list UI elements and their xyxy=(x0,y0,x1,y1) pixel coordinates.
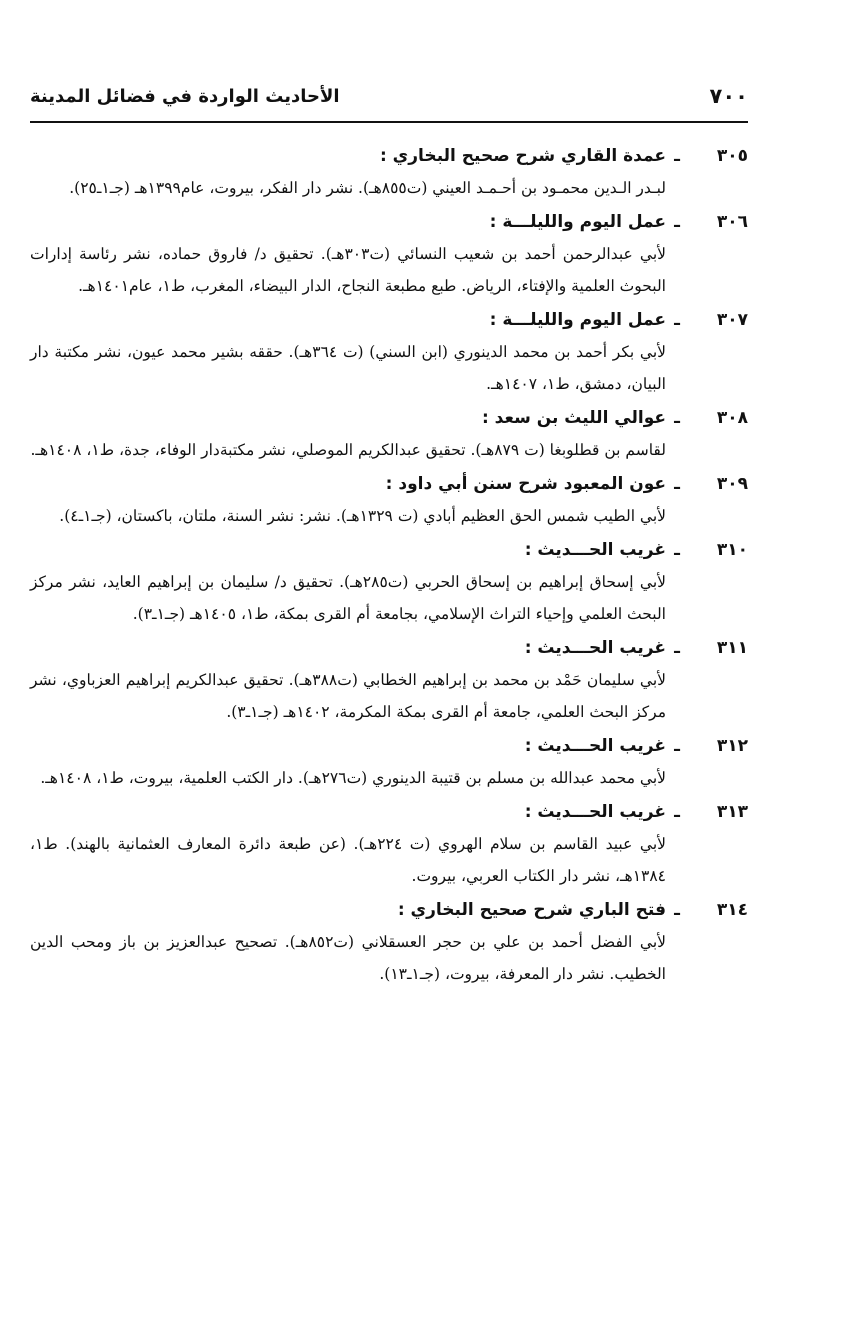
entry-title: عوالي الليث بن سعد : xyxy=(481,408,666,428)
page-number: ٧٠٠ xyxy=(709,84,748,108)
bibliography-entry xyxy=(30,304,748,400)
entry-heading xyxy=(30,468,748,500)
entry-number: ٣١٣ xyxy=(716,802,748,822)
entry-number: ٣٠٦ xyxy=(716,212,748,232)
entry-title: غريب الحـــديث : xyxy=(524,638,666,658)
entry-heading xyxy=(30,730,748,762)
entry-number: ٣٠٧ xyxy=(716,310,748,330)
entry-dash: ـ xyxy=(674,310,680,330)
entry-body: لأبي إسحاق إبراهيم بن إسحاق الحربي (ت٢٨٥هـ). تحقيق د/ سليمان بن إبراهيم العايد، نشر مركز البحث العلمي وإحياء التراث الإسلامي، بجامعة أم القرى بمكة، ط١، ١٤٠٥هـ (جـ١ـ٣). xyxy=(30,573,666,623)
bibliography-list xyxy=(30,140,748,992)
bibliography-entry xyxy=(30,468,748,532)
entry-number: ٣١٠ xyxy=(716,540,748,560)
entry-title: غريب الحـــديث : xyxy=(524,802,666,822)
entry-dash: ـ xyxy=(674,802,680,822)
entry-body: لبـدر الـدين محمـود بن أحـمـد العيني (ت٨٥٥هـ). نشر دار الفكر، بيروت، عام١٣٩٩هـ (جـ١ـ٢٥). xyxy=(69,179,666,197)
bibliography-entry xyxy=(30,206,748,302)
entry-body: لأبي عبيد القاسم بن سلام الهروي (ت ٢٢٤هـ). (عن طبعة دائرة المعارف العثمانية بالهند). ط١، ١٣٨٤هـ، نشر دار الكتاب العربي، بيروت. xyxy=(30,835,666,885)
entry-body: لأبي عبدالرحمن أحمد بن شعيب النسائي (ت٣٠٣هـ). تحقيق د/ فاروق حماده، نشر رئاسة إدارات البحوث العلمية والإفتاء، الرياض. طبع مطبعة النجاح، الدار البيضاء، المغرب، ط١، عام١٤٠١هـ. xyxy=(30,245,666,295)
entry-number: ٣١٢ xyxy=(716,736,748,756)
entry-heading xyxy=(30,894,748,926)
entry-dash: ـ xyxy=(674,408,680,428)
bibliography-entry xyxy=(30,402,748,466)
entry-number: ٣٠٨ xyxy=(716,408,748,428)
entry-heading xyxy=(30,140,748,172)
entry-dash: ـ xyxy=(674,540,680,560)
entry-dash: ـ xyxy=(674,146,680,166)
entry-number: ٣٠٥ xyxy=(716,146,748,166)
page-header xyxy=(30,84,748,118)
entry-heading xyxy=(30,534,748,566)
entry-title: عون المعبود شرح سنن أبي داود : xyxy=(385,474,666,494)
entry-title: غريب الحـــديث : xyxy=(524,540,666,560)
bibliography-entry xyxy=(30,796,748,892)
entry-title: عمل اليوم والليلـــة : xyxy=(489,310,666,330)
entry-dash: ـ xyxy=(674,212,680,232)
bibliography-entry xyxy=(30,730,748,794)
entry-heading xyxy=(30,796,748,828)
bibliography-entry xyxy=(30,140,748,204)
entry-number: ٣٠٩ xyxy=(716,474,748,494)
entry-body: لأبي بكر أحمد بن محمد الدينوري (ابن السني) (ت ٣٦٤هـ). حققه بشير محمد عيون، نشر مكتبة دار البيان، دمشق، ط١، ١٤٠٧هـ. xyxy=(30,343,667,393)
entry-heading xyxy=(30,304,748,336)
entry-body: لأبي سليمان حَمْد بن محمد بن إبراهيم الخطابي (ت٣٨٨هـ). تحقيق عبدالكريم إبراهيم العزباوي، نشر مركز البحث العلمي، جامعة أم القرى بمكة المكرمة، ١٤٠٢هـ (جـ١ـ٣). xyxy=(30,671,666,721)
entry-heading xyxy=(30,206,748,238)
bibliography-entry xyxy=(30,894,748,990)
entry-title: غريب الحـــديث : xyxy=(524,736,666,756)
bibliography-entry xyxy=(30,632,748,728)
entry-title: عمل اليوم والليلـــة : xyxy=(489,212,666,232)
running-title: الأحاديث الواردة في فضائل المدينة xyxy=(30,86,340,107)
entry-dash: ـ xyxy=(674,736,680,756)
header-rule xyxy=(30,121,748,123)
entry-heading xyxy=(30,632,748,664)
entry-title: فتح الباري شرح صحيح البخاري : xyxy=(397,900,666,920)
entry-title: عمدة القاري شرح صحيح البخاري : xyxy=(379,146,666,166)
bibliography-entry xyxy=(30,534,748,630)
entry-body: لأبي الطيب شمس الحق العظيم أبادي (ت ١٣٢٩هـ). نشر: نشر السنة، ملتان، باكستان، (جـ١ـ٤). xyxy=(59,507,666,525)
entry-number: ٣١٤ xyxy=(716,900,748,920)
entry-number: ٣١١ xyxy=(716,638,748,658)
entry-dash: ـ xyxy=(674,474,680,494)
entry-heading xyxy=(30,402,748,434)
entry-dash: ـ xyxy=(674,638,680,658)
entry-dash: ـ xyxy=(674,900,680,920)
entry-body: لقاسم بن قطلوبغا (ت ٨٧٩هـ). تحقيق عبدالكريم الموصلي، نشر مكتبةدار الوفاء، جدة، ط١، ١٤٠٨هـ. xyxy=(30,441,666,459)
entry-body: لأبي الفضل أحمد بن علي بن حجر العسقلاني (ت٨٥٢هـ). تصحيح عبدالعزيز بن باز ومحب الدين الخطيب. نشر دار المعرفة، بيروت، (جـ١ـ١٣). xyxy=(30,933,667,983)
entry-body: لأبي محمد عبدالله بن مسلم بن قتيبة الدينوري (ت٢٧٦هـ). دار الكتب العلمية، بيروت، ط١، ١٤٠٨هـ. xyxy=(40,769,666,787)
